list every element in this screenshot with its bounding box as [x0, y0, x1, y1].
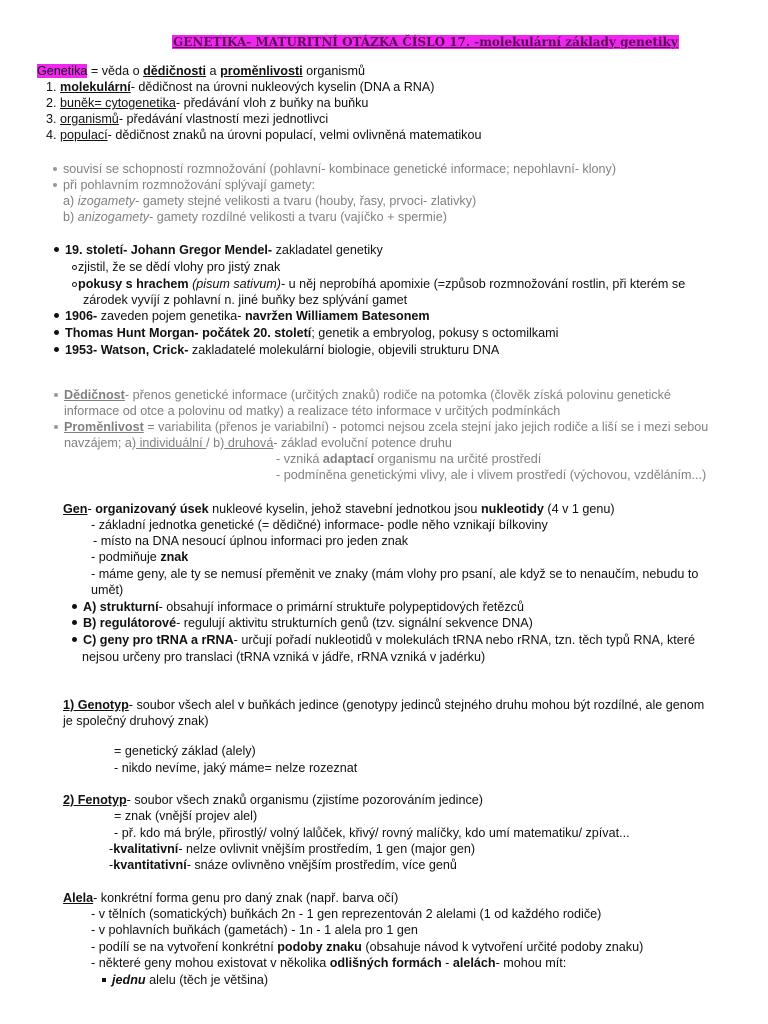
list-item: 1. molekulární- dědičnost na úrovni nukleových kyselin (DNA a RNA) — [46, 80, 435, 94]
gene-type-line: B) regulátorové- regulují aktivitu strukturních genů (tzv. signální sekvence DNA) — [72, 615, 533, 631]
bullet-icon — [54, 425, 58, 429]
allele-line: - podílí se na vytvoření konkrétní podoby znaku (obsahuje návod k vytvoření určité podoby znaku) — [91, 940, 644, 954]
allele-line: jednu alelu (těch je většina) — [102, 972, 268, 988]
bullet-icon — [72, 620, 77, 625]
genotype-line: = genetický základ (alely) — [114, 744, 256, 758]
page-title: GENETIKA- MATURITNÍ OTÁZKA ČÍSLO 17. -molekulární základy genetiky — [173, 35, 678, 49]
allele-line: - v pohlavních buňkách (gametách) - 1n - 1 alela pro 1 gen — [91, 923, 418, 937]
bullet-icon — [72, 604, 77, 609]
square-bullet-icon — [102, 978, 106, 982]
genotype-line: 1) Genotyp- soubor všech alel v buňkách jedince (genotypy jedinců stejného druhu mohou být rozdílné, ale genom — [63, 698, 705, 712]
history-line: 1953- Watson, Crick- zakladatelé molekulární biologie, objevili strukturu DNA — [54, 342, 499, 358]
gene-line: - základní jednotka genetické (= dědičné) informace- podle něho vznikají bílkoviny — [91, 518, 548, 532]
heredity-line: navzájem; a) individuální / b) druhová- základ evoluční potence druhu — [64, 436, 452, 450]
gene-type-line: nejsou určeny pro translaci (tRNA vzniká v jádře, rRNA vzniká v jadérku) — [82, 650, 486, 664]
phenotype-line: - př. kdo má brýle, přirostlý/ volný lalůček, křivý/ rovný malíčky, kdo umí matematiku/ zpívat... — [114, 826, 630, 840]
heredity-line: Proměnlivost = variabilita (přenos je variabilní) - potomci nejsou zcela stejní jako jejich rodiče a liší se i mezi sebou — [54, 419, 708, 435]
heredity-line: Dědičnost- přenos genetické informace (určitých znaků) rodiče na potomka (člověk získá polovinu genetické — [54, 387, 671, 403]
intro-term: Genetika — [37, 64, 88, 78]
allele-line: Alela- konkrétní forma genu pro daný znak (např. barva očí) — [63, 891, 399, 905]
history-line: 1906- zaveden pojem genetika- navržen Williamem Batesonem — [54, 308, 430, 324]
history-line: 19. století- Johann Gregor Mendel- zakladatel genetiky — [54, 242, 383, 258]
phenotype-line: -kvantitativní- snáze ovlivněno vnějším prostředím, více genů — [109, 858, 457, 872]
history-line: pokusy s hrachem (pisum sativum)- u něj neprobíhá apomixie (=způsob rozmnožování rostlin, při kterém se — [72, 276, 685, 292]
bullet-icon — [72, 637, 77, 642]
history-line: zjistil, že se dědí vlohy pro jistý znak — [72, 259, 280, 275]
bullet-icon — [54, 330, 59, 335]
gene-line: - máme geny, ale ty se nemusí přeměnit ve znaky (mám vlohy pro psaní, ale když se to nenaučím, nebudu to — [91, 567, 699, 581]
list-item: 3. organismů- předávání vlastností mezi jednotlivci — [46, 112, 329, 126]
list-item: 4. populací- dědičnost znaků na úrovni populací, velmi ovlivněná matematikou — [46, 128, 482, 142]
gene-type-line: A) strukturní- obsahují informace o primární struktuře polypeptidových řetězců — [72, 599, 524, 615]
bullet-icon — [54, 347, 59, 352]
allele-line: - některé geny mohou existovat v několika odlišných formách - alelách- mohou mít: — [91, 956, 567, 970]
history-line: Thomas Hunt Morgan- počátek 20. století; genetik a embryolog, pokusy s octomilkami — [54, 325, 558, 341]
heredity-line: - vzniká adaptací organismu na určité prostředí — [276, 452, 542, 466]
bullet-icon — [54, 247, 59, 252]
bullet-icon — [54, 393, 58, 397]
phenotype-line: = znak (vnější projev alel) — [114, 809, 258, 823]
repro-line: při pohlavním rozmnožování splývají gamety: — [53, 177, 315, 193]
repro-line: b) anizogamety- gamety rozdílné velikosti a tvaru (vajíčko + spermie) — [63, 210, 447, 224]
repro-line: souvisí se schopností rozmnožování (pohlavní- kombinace genetické informace; nepohlavní- klony) — [53, 161, 616, 177]
circle-bullet-icon — [72, 282, 77, 287]
circle-bullet-icon — [72, 265, 77, 270]
history-line: zárodek vyvíjí z pohlavní n. jiné buňky bez splývání gamet — [83, 293, 408, 307]
bullet-icon — [54, 313, 59, 318]
gene-line: Gen- organizovaný úsek nukleové kyselin, jehož stavební jednotkou jsou nukleotidy (4 v 1 genu) — [63, 502, 615, 516]
heredity-line: - podmíněna genetickými vlivy, ale i vlivem prostředí (výchovou, vzděláním...) — [276, 468, 707, 482]
list-item: 2. buněk= cytogenetika- předávání vloh z buňky na buňku — [46, 96, 369, 110]
genotype-line: - nikdo nevíme, jaký máme= nelze rozeznat — [114, 761, 358, 775]
phenotype-line: -kvalitativní- nelze ovlivnit vnějším prostředím, 1 gen (major gen) — [109, 842, 476, 856]
phenotype-line: 2) Fenotyp- soubor všech znaků organismu (zjistíme pozorováním jedince) — [63, 793, 483, 807]
allele-line: - v tělních (somatických) buňkách 2n - 1 gen reprezentován 2 alelami (1 od každého rodiče) — [91, 907, 602, 921]
gene-line: umět) — [91, 583, 124, 597]
genotype-line: je společný druhový znak) — [63, 714, 209, 728]
gene-type-line: C) geny pro tRNA a rRNA- určují pořadí nukleotidů v molekulách tRNA nebo rRNA, tzn. těch typů RNA, které — [72, 632, 695, 648]
gene-line: - podmiňuje znak — [91, 550, 189, 564]
bullet-icon — [53, 167, 57, 171]
gene-line: - místo na DNA nesoucí úplnou informaci pro jeden znak — [93, 534, 409, 548]
heredity-line: informace od otce a polovinu od matky) a realizace této informace v určitých podmínkách — [64, 404, 561, 418]
bullet-icon — [53, 183, 57, 187]
intro-line: Genetika = věda o dědičnosti a proměnlivosti organismů — [37, 64, 365, 78]
repro-line: a) izogamety- gamety stejné velikosti a tvaru (houby, řasy, prvoci- zlativky) — [63, 194, 477, 208]
